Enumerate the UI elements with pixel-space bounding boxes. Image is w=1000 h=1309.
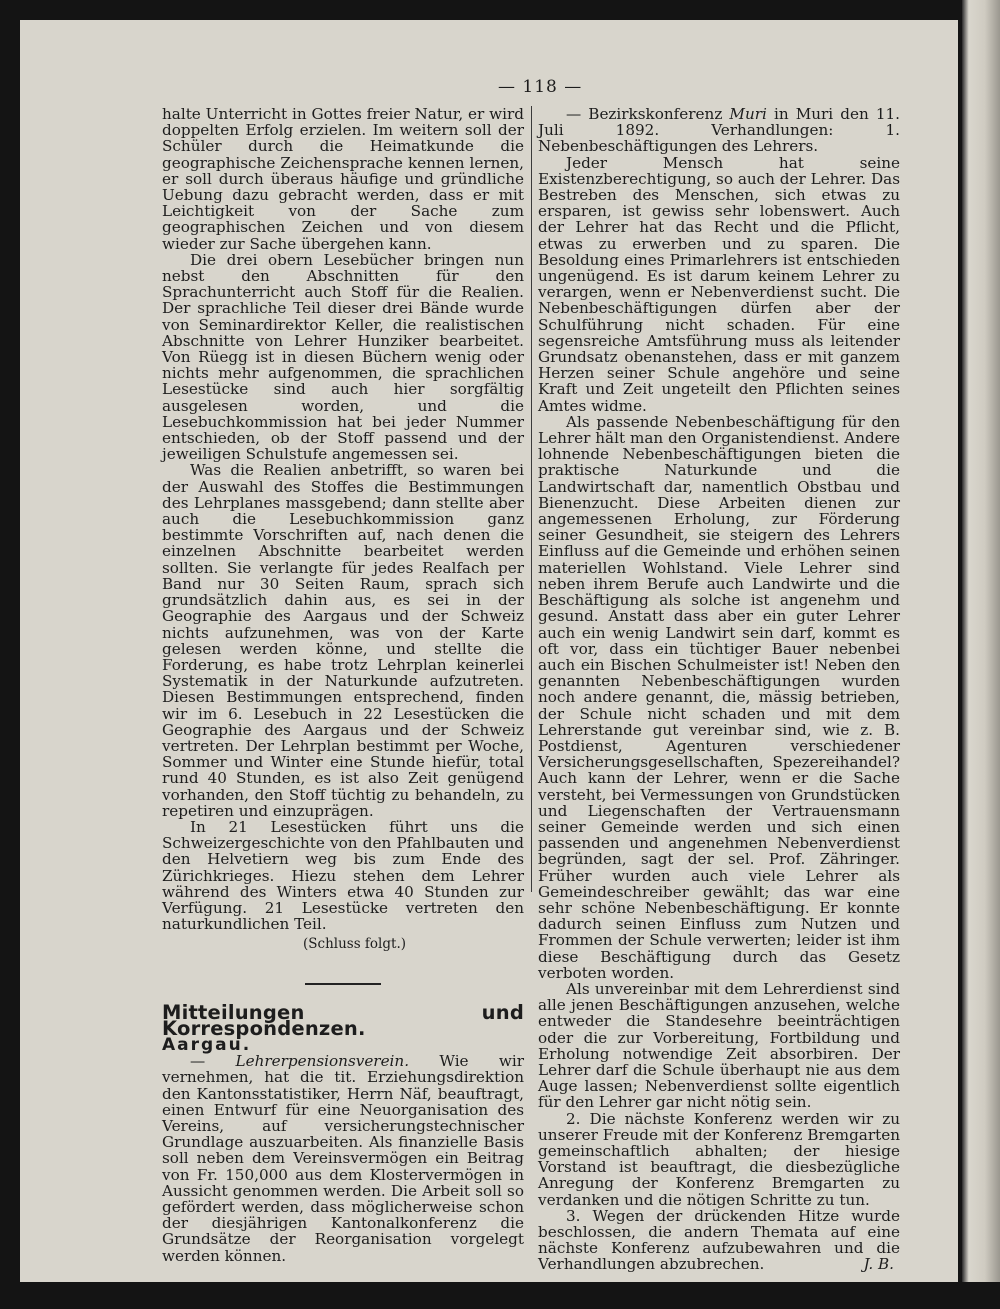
section-rule (305, 983, 381, 985)
paragraph: Die drei obern Lesebücher bringen nun nebst den Abschnitten für den Sprachunterricht auch Stoff für die Realien. Der sprachliche Teil dieser drei Bände wurde von Seminardirektor Keller, die realistischen Abschnitte von Lehrer Hunziker bearbeitet. Von Rüegg ist in diesen Büchern wenig oder nichts mehr aufgenommen, die sprachlichen Lesestücke sind auch hier sorgfältig ausgelesen worden, und die Lesebuchkommission hat bei jeder Nummer entschieden, ob der Stoff passend und der jeweiligen Schulstufe angemessen sei. (162, 250, 524, 464)
signature: J. B. (863, 1255, 894, 1274)
topic-title: Lehrerpensionsverein. (235, 1052, 410, 1071)
paragraph: Jeder Mensch hat seine Existenzberechtigung, so auch der Lehrer. Das Bestreben des Menschen, sich etwas zu ersparen, ist gewiss sehr lobenswert. Auch der Lehrer hat das Recht und die Pflicht, etwas zu erwerben und zu sparen. Die Besoldung eines Primarlehrers ist entschieden ungenügend. Es ist darum keinem Lehrer zu verargen, wenn er Nebenverdienst sucht. Die Nebenbeschäftigungen dürfen aber der Schulführung nicht schaden. Für eine segensreiche Amtsführung muss als leitender Grundsatz obenanstehen, dass er mit ganzem Herzen seiner Schule angehöre und seine Kraft und Zeit ungeteilt den Pflichten seines Amtes widme. (538, 153, 900, 415)
place-name: Muri (729, 105, 767, 123)
scan-border (0, 1282, 1000, 1309)
paragraph-text: Wie wir vernehmen, hat die tit. Erziehungsdirektion den Kantonsstatistiker, Herrn Näf, beauftragt, einen Entwurf für eine Neuorganisation des Vereins, auf versicherungstechnischer Grundlage auszuarbeiten. Als finanzielle Basis soll neben dem Vereinsvermögen ein Beitrag von Fr. 150,000 aus dem Klostervermögen in Aussicht genommen werden. Die Arbeit soll so gefördert werden, dass möglicherweise schon der diesjährigen Kantonalkonferenz die Grundsätze der Reorganisation vorgelegt werden können. (162, 1052, 524, 1265)
section-title: Mitteilungen und Korrespondenzen. (162, 1000, 524, 1040)
paragraph-text: 3. Wegen der drückenden Hitze wurde beschlossen, die andern Themata auf eine nächste Konferenz aufzubewahren und die Verhandlungen abzubrechen. (538, 1206, 900, 1274)
paragraph (538, 106, 900, 155)
paragraph (538, 1208, 900, 1273)
dash: — (190, 1052, 236, 1071)
region-heading: Aargau. (162, 1034, 252, 1055)
paragraph: In 21 Lesestücken führt uns die Schweizergeschichte von den Pfahlbauten und den Helvetiern weg bis zum Ende des Zürichkrieges. Hiezu stehen dem Lehrer während des Winters etwa 40 Stunden zur Verfügung. 21 Lesestücke vertreten den naturkundlichen Teil. (162, 817, 524, 934)
paragraph-text: in Muri den 11. Juli 1892. Verhandlungen: 1. Nebenbeschäftigungen des Lehrers. (538, 105, 900, 156)
paragraph: halte Unterricht in Gottes freier Natur, er wird doppelten Erfolg erzielen. Im weitern soll der Schüler durch die Heimatkunde die geographische Zeichensprache kennen lernen, er soll durch überaus häufige und gründliche Uebung dazu gebracht werden, dass er mit Leichtigkeit von der Sache zum geographischen Zeichen und von diesem wieder zur Sache übergehen kann. (162, 105, 524, 253)
paragraph (162, 1053, 524, 1264)
scan-page-edge (962, 0, 1000, 1309)
paragraph: Was die Realien anbetrifft, so waren bei der Auswahl des Stoffes die Bestimmungen des Lehrplanes massgebend; dann stellte aber auch die Lesebuchkommission ganz bestimmte Vorschriften auf, nach denen die einzelnen Abschnitte bearbeitet werden sollten. Sie verlangte für jedes Realfach per Band nur 30 Seiten Raum, sprach sich grundsätzlich dahin aus, es sei in der Geographie des Aargaus und der Schweiz nichts aufzunehmen, was von der Karte gelesen werden könne, und stellte die Forderung, es habe trotz Lehrplan keinerlei Systematik in der Naturkunde aufzutreten. Diesen Bestimmungen entsprechend, finden wir im 6. Lesebuch in 22 Lesestücken die Geographie des Aargaus und der Schweiz vertreten. Der Lehrplan bestimmt per Woche, Sommer und Winter eine Stunde hiefür, total rund 40 Stunden, es ist also Zeit genügend vorhanden, den Stoff tüchtig zu behandeln, zu repetiren und einzuprägen. (162, 461, 524, 820)
paragraph-text: — Bezirkskonferenz (566, 105, 730, 123)
page-number: — 118 — (498, 77, 583, 97)
column-divider (531, 106, 532, 892)
right-column (538, 106, 900, 1273)
continuation-note: (Schluss folgt.) (303, 936, 406, 953)
left-column (162, 106, 524, 1264)
paragraph: Als unvereinbar mit dem Lehrerdienst sind alle jenen Beschäftigungen anzusehen, welche entweder die Standesehre beeinträchtigen oder die zur Vorbereitung, Fortbildung und Erholung notwendige Zeit absorbiren. Der Lehrer darf die Schule überhaupt nie aus dem Auge lassen; Nebenverdienst sollte eigentlich für den Lehrer gar nicht nötig sein. (538, 979, 900, 1112)
paragraph: 2. Die nächste Konferenz werden wir zu unserer Freude mit der Konferenz Bremgarten gemeinschaftlich abhalten; der hiesige Vorstand ist beauftragt, die diesbezügliche Anregung der Konferenz Bremgarten zu verdanken und die nötigen Schritte zu tun. (538, 1109, 900, 1209)
document-page (20, 20, 958, 1282)
paragraph: Als passende Nebenbeschäftigung für den Lehrer hält man den Organistendienst. Andere lohnende Nebenbeschäftigungen bieten die praktische Naturkunde und die Landwirtschaft dar, namentlich Obstbau und Bienenzucht. Diese Arbeiten dienen zur angemessenen Erholung, zur Förderung seiner Gesundheit, sie steigern des Lehrers Einfluss auf die Gemeinde und erhöhen seinen materiellen Wohlstand. Viele Lehrer sind neben ihrem Berufe auch Landwirte und die Beschäftigung als solche ist angenehm und gesund. Anstatt dass aber ein guter Lehrer auch ein wenig Landwirt sein darf, kommt es oft vor, dass ein tüchtiger Bauer nebenbei auch ein Bischen Schulmeister ist! Neben den genannten Nebenbeschäftigungen wurden noch andere genannt, die, mässig betrieben, der Schule nicht schaden und mit dem Lehrerstande gut vereinbar sind, wie z. B. Postdienst, Agenturen verschiedener Versicherungsgesellschaften, Spezereihandel? Auch kann der Lehrer, wenn er die Sache versteht, bei Vermessungen von Grundstücken und Liegenschaften der Vertrauensmann seiner Gemeinde werden und sich einen passenden und angenehmen Nebenverdienst begründen, sagt der sel. Prof. Zähringer. Früher wurden auch viele Lehrer als Gemeindeschreiber gewählt; das war eine sehr schöne Nebenbeschäftigung. Er konnte dadurch seinen Einfluss zum Nutzen und Frommen der Schule verwerten; leider ist ihm diese Beschäftigung durch das Gesetz verboten worden. (538, 412, 900, 982)
